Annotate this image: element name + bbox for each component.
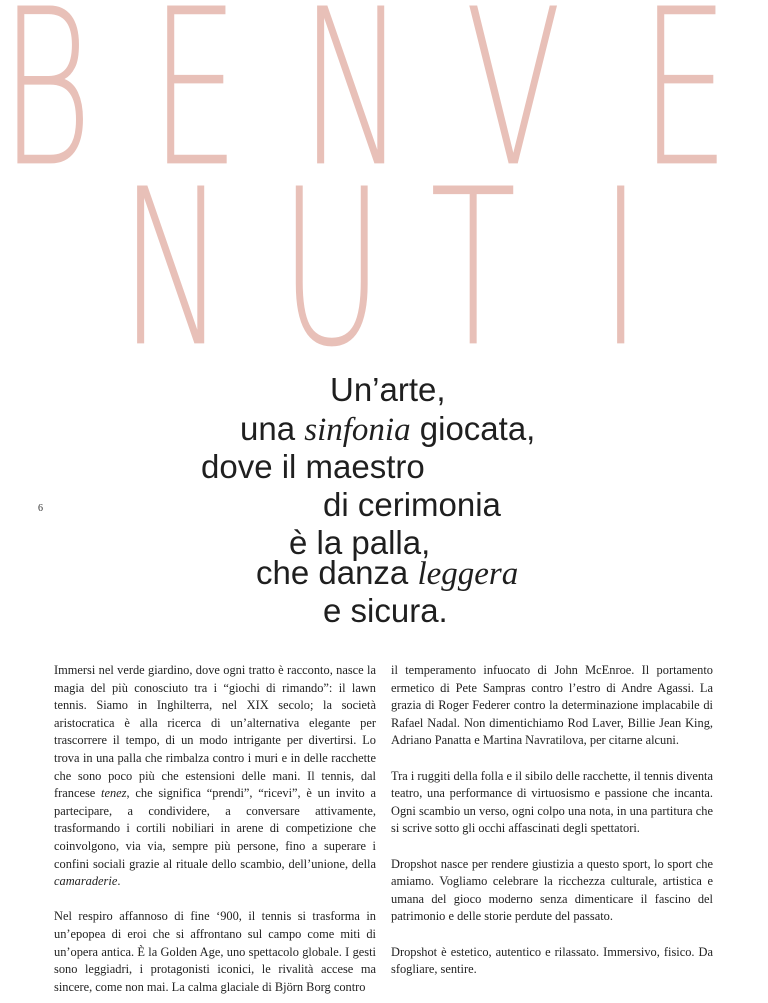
quote-text: che danza bbox=[256, 554, 418, 591]
headline-letter-u: U bbox=[280, 141, 384, 395]
body-paragraph-1 bbox=[54, 662, 376, 891]
quote-line-1: Un’arte, bbox=[330, 371, 446, 408]
headline-letter-i: I bbox=[600, 141, 642, 395]
headline-letter-t: T bbox=[430, 141, 517, 395]
quote-text: giocata, bbox=[410, 410, 536, 447]
headline-letter-e2: E bbox=[640, 0, 730, 215]
body-text: . bbox=[117, 874, 121, 889]
quote-line-6 bbox=[256, 555, 518, 592]
page-number: 6 bbox=[38, 503, 43, 514]
quote-line-7: e sicura. bbox=[323, 592, 448, 629]
body-paragraph-6: Dropshot è estetico, autentico e rilassato. Immersivo, fisico. Da sfogliare, sentire. bbox=[391, 944, 713, 977]
quote-text: una bbox=[240, 410, 305, 447]
body-italic-camaraderie: camaraderie bbox=[54, 874, 118, 889]
body-column-right bbox=[391, 662, 713, 996]
headline-letter-n: N bbox=[300, 0, 406, 215]
quote-emphasis-leggera: leggera bbox=[417, 556, 519, 592]
body-text: , che significa “prendi”, “ricevi”, è un invito a partecipare, a condividere, a conversare attivamente, trasformando i cortili nobiliari in arene di competizione che coinvolgono, via via, sempre più persone, fino a superare i confini sociali grazie al rituale dello scambio, dell’unione, della bbox=[54, 786, 376, 871]
quote-line-3: dove il maestro bbox=[201, 448, 425, 485]
body-italic-tenez: tenez bbox=[101, 786, 127, 801]
body-paragraph-2: Nel respiro affannoso di fine ‘900, il tennis si trasforma in un’epopea di eroi che si affrontano sul campo come miti di un’opera antica. È la Golden Age, uno spettacolo globale. I gesti sono leggiadri, i protagonisti iconici, le rivalità accese ma sincere, come non mai. La calma glaciale di Björn Borg contro bbox=[54, 909, 376, 994]
body-paragraph-3: il temperamento infuocato di John McEnroe. Il portamento ermetico di Pete Sampras contro l’estro di Andre Agassi. La grazia di Roger Federer contro la determinazione implacabile di Rafael Nadal. Non dimentichiamo Rod Laver, Billie Jean King, Adriano Panatta e Martina Navratilova, per citarne alcuni. bbox=[391, 663, 713, 748]
body-column-left bbox=[54, 662, 376, 1003]
body-paragraph-5: Dropshot nasce per rendere giustizia a questo sport, lo sport che amiamo. Vogliamo celebrare la ricchezza culturale, artistica e umana del gioco moderno senza dimenticare il fascino del patrimonio e delle storie perdute del passato. bbox=[391, 856, 713, 924]
body-paragraph-4: Tra i ruggiti della folla e il sibilo delle racchette, il tennis diventa teatro, una performance di virtuosismo e passione che incanta. Ogni scambio un verso, ogni colpo una nota, in una partitura che si scrive sotto gli occhi affascinati degli spettatori. bbox=[391, 768, 713, 836]
quote-emphasis-sinfonia: sinfonia bbox=[304, 412, 411, 448]
headline-letter-b: B bbox=[0, 0, 93, 215]
quote-line-4: di cerimonia bbox=[323, 486, 501, 523]
quote-line-5: è la palla, bbox=[289, 524, 431, 561]
body-text: Immersi nel verde giardino, dove ogni tratto è racconto, nasce la magia del più conosciuto tra i “giochi di rimando”: il lawn tennis. Siamo in Inghilterra, nel XIX secolo; la società aristocratica è alla ricerca di un’alternativa elegante per trascorrere il tempo, di un modo intrigante per divertirsi. Lo trova in una palla che rimbalza contro i muri e in delle racchette che sono poco più che estensioni delle mani. Il tennis, dal francese bbox=[54, 663, 376, 801]
quote-line-2 bbox=[240, 411, 535, 448]
headline-letter-v: V bbox=[465, 0, 562, 215]
headline-letter-e: E bbox=[150, 0, 240, 215]
headline-letter-n2: N bbox=[120, 141, 226, 395]
